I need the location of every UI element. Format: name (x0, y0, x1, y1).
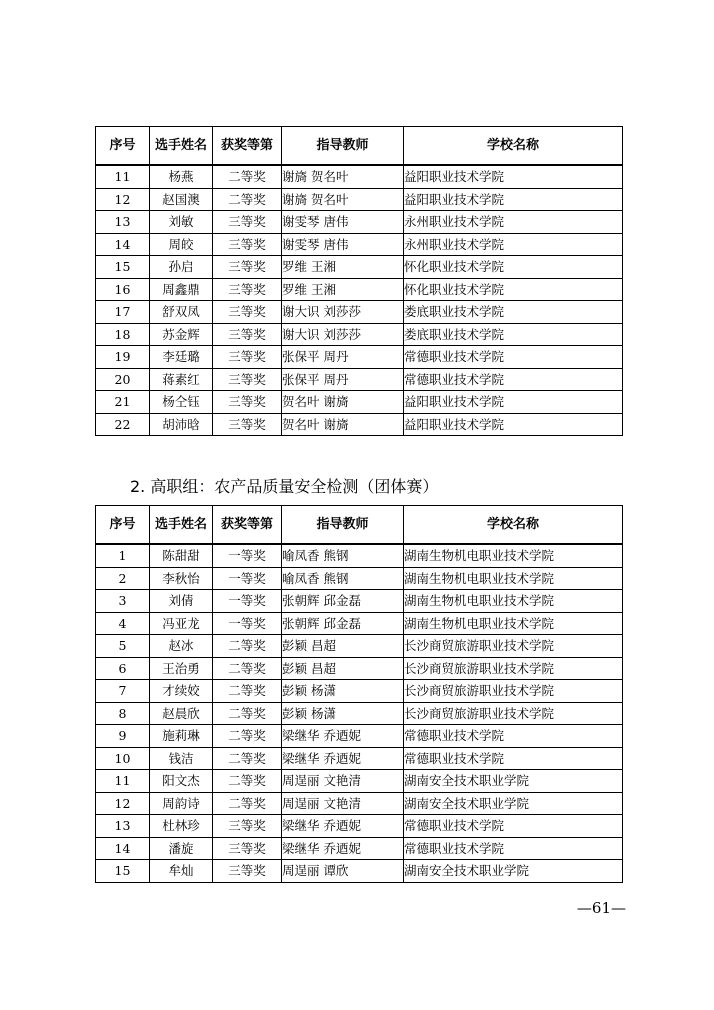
cell-teacher: 梁继华 乔迺妮 (282, 725, 404, 748)
cell-seq: 3 (96, 590, 150, 613)
cell-award: 二等奖 (213, 165, 282, 188)
cell-award: 二等奖 (213, 702, 282, 725)
cell-award: 三等奖 (213, 815, 282, 838)
cell-name: 杨仝钰 (150, 391, 213, 414)
cell-seq: 22 (96, 413, 150, 436)
cell-award: 二等奖 (213, 188, 282, 211)
cell-award: 二等奖 (213, 725, 282, 748)
table-row (96, 391, 623, 414)
cell-seq: 15 (96, 256, 150, 279)
cell-name: 潘旋 (150, 837, 213, 860)
cell-award: 三等奖 (213, 211, 282, 234)
cell-name: 胡沛晗 (150, 413, 213, 436)
table-row (96, 770, 623, 793)
cell-seq: 7 (96, 680, 150, 703)
award-table-1 (95, 126, 623, 436)
table-row (96, 567, 623, 590)
header-name: 选手姓名 (150, 506, 213, 545)
table-row (96, 323, 623, 346)
cell-award: 一等奖 (213, 567, 282, 590)
cell-teacher: 张朝辉 邱金磊 (282, 612, 404, 635)
header-name: 选手姓名 (150, 127, 213, 166)
cell-name: 阳文杰 (150, 770, 213, 793)
cell-seq: 16 (96, 278, 150, 301)
cell-school: 湖南生物机电职业技术学院 (404, 612, 623, 635)
cell-school: 常德职业技术学院 (404, 815, 623, 838)
cell-teacher: 谢旖 贺名叶 (282, 165, 404, 188)
table-row (96, 657, 623, 680)
cell-name: 赵晨欣 (150, 702, 213, 725)
cell-name: 赵冰 (150, 635, 213, 658)
cell-school: 益阳职业技术学院 (404, 188, 623, 211)
cell-name: 陈甜甜 (150, 544, 213, 567)
cell-award: 三等奖 (213, 256, 282, 279)
cell-name: 钱洁 (150, 747, 213, 770)
header-teacher: 指导教师 (282, 506, 404, 545)
cell-seq: 12 (96, 188, 150, 211)
cell-school: 常德职业技术学院 (404, 837, 623, 860)
cell-name: 冯亚龙 (150, 612, 213, 635)
cell-seq: 13 (96, 815, 150, 838)
page-number: —61— (576, 899, 626, 917)
cell-name: 杨燕 (150, 165, 213, 188)
cell-award: 三等奖 (213, 301, 282, 324)
header-award: 获奖等第 (213, 506, 282, 545)
cell-school: 怀化职业技术学院 (404, 278, 623, 301)
table-row (96, 256, 623, 279)
table-row (96, 702, 623, 725)
cell-award: 三等奖 (213, 391, 282, 414)
cell-school: 娄底职业技术学院 (404, 301, 623, 324)
award-table-2 (95, 505, 623, 883)
table-row (96, 188, 623, 211)
cell-seq: 10 (96, 747, 150, 770)
cell-teacher: 贺名叶 谢旖 (282, 391, 404, 414)
cell-award: 二等奖 (213, 747, 282, 770)
cell-teacher: 梁继华 乔迺妮 (282, 815, 404, 838)
cell-name: 孙启 (150, 256, 213, 279)
cell-school: 湖南生物机电职业技术学院 (404, 544, 623, 567)
table-row (96, 413, 623, 436)
header-award: 获奖等第 (213, 127, 282, 166)
cell-award: 三等奖 (213, 346, 282, 369)
cell-name: 周鑫鼎 (150, 278, 213, 301)
cell-teacher: 谢大识 刘莎莎 (282, 301, 404, 324)
cell-school: 益阳职业技术学院 (404, 391, 623, 414)
cell-name: 赵国澳 (150, 188, 213, 211)
table-row (96, 635, 623, 658)
cell-teacher: 周逞丽 文艳清 (282, 792, 404, 815)
cell-teacher: 喻凤香 熊钢 (282, 567, 404, 590)
cell-teacher: 谢雯琴 唐伟 (282, 211, 404, 234)
cell-seq: 6 (96, 657, 150, 680)
cell-school: 永州职业技术学院 (404, 233, 623, 256)
cell-teacher: 梁继华 乔迺妮 (282, 747, 404, 770)
table-header-row (96, 127, 623, 166)
cell-award: 三等奖 (213, 233, 282, 256)
cell-school: 怀化职业技术学院 (404, 256, 623, 279)
cell-teacher: 贺名叶 谢旖 (282, 413, 404, 436)
cell-award: 二等奖 (213, 792, 282, 815)
cell-name: 蒋素红 (150, 368, 213, 391)
cell-name: 周皎 (150, 233, 213, 256)
cell-school: 常德职业技术学院 (404, 725, 623, 748)
table-row (96, 346, 623, 369)
cell-seq: 9 (96, 725, 150, 748)
cell-teacher: 谢旖 贺名叶 (282, 188, 404, 211)
table-row (96, 301, 623, 324)
cell-school: 湖南生物机电职业技术学院 (404, 567, 623, 590)
cell-award: 三等奖 (213, 368, 282, 391)
cell-school: 长沙商贸旅游职业技术学院 (404, 680, 623, 703)
cell-teacher: 张朝辉 邱金磊 (282, 590, 404, 613)
header-seq: 序号 (96, 127, 150, 166)
table-row (96, 544, 623, 567)
cell-award: 三等奖 (213, 323, 282, 346)
cell-name: 施莉琳 (150, 725, 213, 748)
cell-school: 常德职业技术学院 (404, 368, 623, 391)
cell-teacher: 梁继华 乔迺妮 (282, 837, 404, 860)
header-school: 学校名称 (404, 506, 623, 545)
cell-seq: 1 (96, 544, 150, 567)
table-row (96, 815, 623, 838)
header-teacher: 指导教师 (282, 127, 404, 166)
table-row (96, 860, 623, 883)
cell-teacher: 彭颖 杨潇 (282, 702, 404, 725)
table-row (96, 837, 623, 860)
cell-seq: 15 (96, 860, 150, 883)
cell-teacher: 张保平 周丹 (282, 368, 404, 391)
cell-school: 长沙商贸旅游职业技术学院 (404, 657, 623, 680)
cell-seq: 18 (96, 323, 150, 346)
section-2-title: 2. 高职组：农产品质量安全检测（团体赛） (130, 477, 439, 496)
cell-seq: 2 (96, 567, 150, 590)
cell-school: 湖南安全技术职业学院 (404, 792, 623, 815)
cell-seq: 19 (96, 346, 150, 369)
cell-teacher: 罗维 王湘 (282, 278, 404, 301)
table-row (96, 792, 623, 815)
cell-award: 三等奖 (213, 278, 282, 301)
cell-name: 李秋怡 (150, 567, 213, 590)
cell-name: 刘敏 (150, 211, 213, 234)
cell-seq: 5 (96, 635, 150, 658)
cell-name: 李廷璐 (150, 346, 213, 369)
cell-award: 一等奖 (213, 612, 282, 635)
cell-seq: 8 (96, 702, 150, 725)
cell-award: 一等奖 (213, 544, 282, 567)
cell-name: 牟灿 (150, 860, 213, 883)
table-row (96, 165, 623, 188)
cell-school: 长沙商贸旅游职业技术学院 (404, 635, 623, 658)
cell-name: 舒双凤 (150, 301, 213, 324)
cell-school: 永州职业技术学院 (404, 211, 623, 234)
cell-teacher: 彭颖 昌超 (282, 635, 404, 658)
cell-school: 湖南安全技术职业学院 (404, 770, 623, 793)
cell-school: 益阳职业技术学院 (404, 165, 623, 188)
cell-teacher: 彭颖 杨潇 (282, 680, 404, 703)
cell-teacher: 谢雯琴 唐伟 (282, 233, 404, 256)
cell-school: 娄底职业技术学院 (404, 323, 623, 346)
cell-name: 才续姣 (150, 680, 213, 703)
cell-name: 王治勇 (150, 657, 213, 680)
cell-teacher: 张保平 周丹 (282, 346, 404, 369)
cell-teacher: 罗维 王湘 (282, 256, 404, 279)
table-row (96, 747, 623, 770)
table-row (96, 233, 623, 256)
cell-seq: 13 (96, 211, 150, 234)
cell-school: 常德职业技术学院 (404, 747, 623, 770)
cell-school: 常德职业技术学院 (404, 346, 623, 369)
cell-seq: 4 (96, 612, 150, 635)
cell-award: 二等奖 (213, 770, 282, 793)
cell-award: 二等奖 (213, 657, 282, 680)
cell-name: 杜林珍 (150, 815, 213, 838)
table-row (96, 612, 623, 635)
cell-seq: 17 (96, 301, 150, 324)
cell-name: 苏金辉 (150, 323, 213, 346)
cell-name: 刘倩 (150, 590, 213, 613)
cell-seq: 14 (96, 233, 150, 256)
cell-seq: 11 (96, 770, 150, 793)
cell-seq: 20 (96, 368, 150, 391)
cell-school: 长沙商贸旅游职业技术学院 (404, 702, 623, 725)
cell-teacher: 周逞丽 文艳清 (282, 770, 404, 793)
cell-award: 三等奖 (213, 413, 282, 436)
cell-seq: 12 (96, 792, 150, 815)
header-school: 学校名称 (404, 127, 623, 166)
table-row (96, 368, 623, 391)
cell-school: 湖南安全技术职业学院 (404, 860, 623, 883)
cell-award: 二等奖 (213, 680, 282, 703)
table-header-row (96, 506, 623, 545)
cell-teacher: 彭颖 昌超 (282, 657, 404, 680)
header-seq: 序号 (96, 506, 150, 545)
cell-award: 二等奖 (213, 635, 282, 658)
cell-name: 周韵诗 (150, 792, 213, 815)
cell-award: 三等奖 (213, 837, 282, 860)
cell-teacher: 喻凤香 熊钢 (282, 544, 404, 567)
cell-seq: 11 (96, 165, 150, 188)
table-row (96, 725, 623, 748)
cell-seq: 21 (96, 391, 150, 414)
cell-school: 湖南生物机电职业技术学院 (404, 590, 623, 613)
cell-seq: 14 (96, 837, 150, 860)
table-row (96, 680, 623, 703)
cell-teacher: 周逞丽 谭欣 (282, 860, 404, 883)
cell-award: 一等奖 (213, 590, 282, 613)
cell-teacher: 谢大识 刘莎莎 (282, 323, 404, 346)
cell-award: 三等奖 (213, 860, 282, 883)
table-row (96, 278, 623, 301)
table-row (96, 211, 623, 234)
table-row (96, 590, 623, 613)
cell-school: 益阳职业技术学院 (404, 413, 623, 436)
